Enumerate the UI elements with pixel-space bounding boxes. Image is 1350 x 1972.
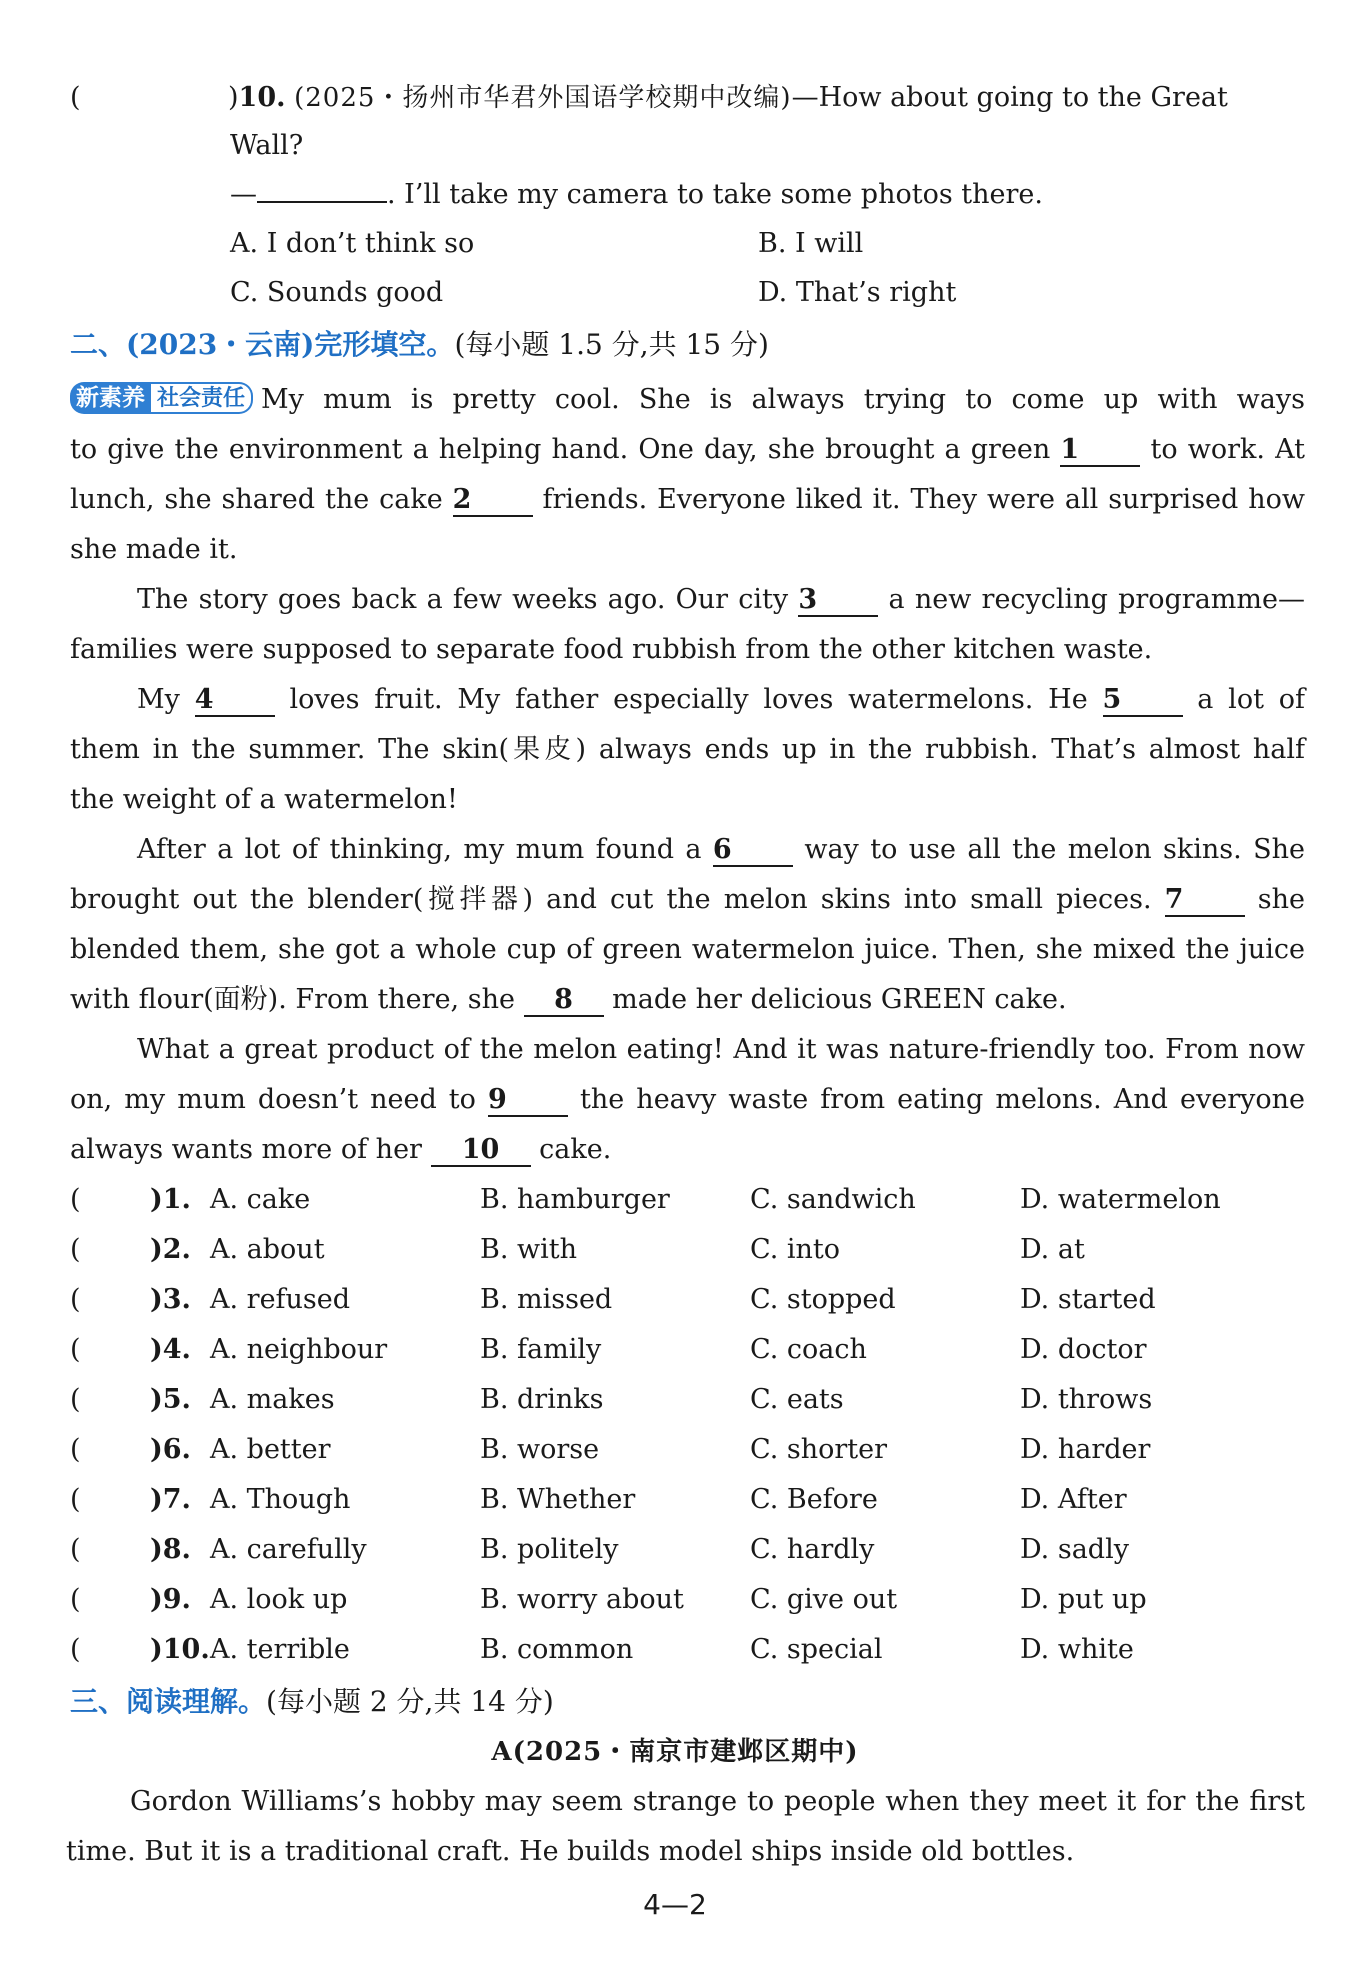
answer-blank[interactable] — [257, 201, 387, 203]
q10-option-b: B. I will — [758, 228, 864, 259]
blank-2[interactable]: 2 — [453, 485, 533, 517]
reading-line: Gordon Williams’s hobby may seem strange to people when they meet it for the first — [130, 1786, 1305, 1817]
passage-line: to give the environment a helping hand. One day, she brought a green 1 to work. At — [70, 434, 1305, 465]
option-d[interactable]: D. white — [1020, 1634, 1134, 1665]
question-source: (2025・扬州市华君外国语学校期中改编) — [294, 83, 792, 113]
option-a[interactable]: A. carefully — [210, 1534, 367, 1565]
option-c[interactable]: C. into — [750, 1234, 840, 1265]
blank-3[interactable]: 3 — [798, 585, 878, 617]
option-d[interactable]: D. watermelon — [1020, 1184, 1221, 1215]
passage-line: After a lot of thinking, my mum found a 6 way to use all the melon skins. She — [137, 834, 1305, 865]
option-c[interactable]: C. sandwich — [750, 1184, 916, 1215]
passage-line: brought out the blender(搅拌器) and cut the melon skins into small pieces. 7 she — [70, 884, 1305, 915]
blank-8[interactable]: 8 — [524, 985, 604, 1017]
q10-option-a: A. I don’t think so — [230, 228, 475, 259]
answer-paren-open: ( — [70, 82, 81, 113]
option-c[interactable]: C. Before — [750, 1484, 878, 1515]
passage-line: families were supposed to separate food rubbish from the other kitchen waste. — [70, 634, 1153, 665]
passage-line: the weight of a watermelon! — [70, 784, 458, 815]
reading-passage-title: A(2025・南京市建邺区期中) — [491, 1737, 859, 1767]
option-c[interactable]: C. hardly — [750, 1534, 875, 1565]
page-number: 4—2 — [643, 1888, 707, 1921]
q10-line2: Wall? — [230, 130, 304, 161]
option-b[interactable]: B. missed — [480, 1284, 613, 1315]
option-c[interactable]: C. shorter — [750, 1434, 888, 1465]
q10-line1 — [70, 73, 1305, 123]
option-a[interactable]: A. makes — [210, 1384, 335, 1415]
blank-4[interactable]: 4 — [195, 685, 275, 717]
option-c[interactable]: C. stopped — [750, 1284, 896, 1315]
option-a[interactable]: A. better — [210, 1434, 331, 1465]
option-b[interactable]: B. family — [480, 1334, 602, 1365]
blank-1[interactable]: 1 — [1060, 435, 1140, 467]
option-b[interactable]: B. with — [480, 1234, 577, 1265]
option-d[interactable]: D. started — [1020, 1284, 1156, 1315]
option-b[interactable]: B. hamburger — [480, 1184, 670, 1215]
passage-line: always wants more of her 10 cake. — [70, 1134, 612, 1165]
option-c[interactable]: C. special — [750, 1634, 883, 1665]
answer-dash: — — [230, 179, 257, 210]
question-number: 10. — [238, 82, 286, 113]
passage-line: The story goes back a few weeks ago. Our city 3 a new recycling programme— — [137, 584, 1305, 615]
reading-line: time. But it is a traditional craft. He builds model ships inside old bottles. — [66, 1836, 1075, 1867]
blank-6[interactable]: 6 — [713, 835, 793, 867]
option-b[interactable]: B. common — [480, 1634, 634, 1665]
option-d[interactable]: D. harder — [1020, 1434, 1151, 1465]
answer-paren-close: ) — [228, 82, 239, 113]
option-c[interactable]: C. eats — [750, 1384, 844, 1415]
new-literacy-tag: 新素养 — [70, 382, 151, 414]
answer-text: . I’ll take my camera to take some photos there. — [387, 179, 1043, 210]
passage-line: blended them, she got a whole cup of green watermelon juice. Then, she mixed the juice — [70, 934, 1305, 965]
social-responsibility-tag: 社会责任 — [151, 382, 253, 414]
blank-10[interactable]: 10 — [431, 1135, 531, 1167]
option-d[interactable]: D. doctor — [1020, 1334, 1147, 1365]
blank-9[interactable]: 9 — [488, 1085, 568, 1117]
passage-line: with flour(面粉). From there, she 8 made her delicious GREEN cake. — [70, 984, 1067, 1015]
passage-line: on, my mum doesn’t need to 9 the heavy waste from eating melons. And everyone — [70, 1084, 1305, 1115]
option-a[interactable]: A. refused — [210, 1284, 351, 1315]
passage-line: them in the summer. The skin(果皮) always ends up in the rubbish. That’s almost half — [70, 734, 1305, 765]
option-d[interactable]: D. After — [1020, 1484, 1127, 1515]
option-b[interactable]: B. worse — [480, 1434, 600, 1465]
blank-5[interactable]: 5 — [1103, 685, 1183, 717]
passage-line: 新素养 社会责任 My mum is pretty cool. She is always trying to come up with ways — [70, 375, 1305, 425]
question-text: —How about going to the Great — [791, 82, 1228, 113]
section-heading-reading: 三、阅读理解。(每小题 2 分,共 14 分) — [70, 1685, 554, 1718]
option-d[interactable]: D. put up — [1020, 1584, 1147, 1615]
option-a[interactable]: A. cake — [210, 1184, 311, 1215]
section-heading-cloze: 二、(2023・云南)完形填空。(每小题 1.5 分,共 15 分) — [70, 328, 769, 361]
q10-option-d: D. That’s right — [758, 277, 957, 308]
option-d[interactable]: D. sadly — [1020, 1534, 1129, 1565]
option-a[interactable]: A. about — [210, 1234, 325, 1265]
option-b[interactable]: B. Whether — [480, 1484, 636, 1515]
passage-line: she made it. — [70, 534, 238, 565]
q10-option-c: C. Sounds good — [230, 277, 444, 308]
option-a[interactable]: A. neighbour — [210, 1334, 388, 1365]
option-b[interactable]: B. worry about — [480, 1584, 684, 1615]
option-d[interactable]: D. at — [1020, 1234, 1085, 1265]
blank-7[interactable]: 7 — [1165, 885, 1245, 917]
option-b[interactable]: B. drinks — [480, 1384, 604, 1415]
q10-answer-line — [230, 170, 1305, 220]
option-a[interactable]: A. look up — [210, 1584, 348, 1615]
option-a[interactable]: A. Though — [210, 1484, 351, 1515]
option-d[interactable]: D. throws — [1020, 1384, 1153, 1415]
passage-line: What a great product of the melon eating! And it was nature-friendly too. From now — [137, 1034, 1305, 1065]
option-b[interactable]: B. politely — [480, 1534, 619, 1565]
option-a[interactable]: A. terrible — [210, 1634, 350, 1665]
passage-line: lunch, she shared the cake 2 friends. Everyone liked it. They were all surprised how — [70, 484, 1305, 515]
option-c[interactable]: C. coach — [750, 1334, 867, 1365]
worksheet-page: ( )10. (2025・扬州市华君外国语学校期中改编)—How about going to the Great Wall? — . I’ll take my camera to take some photos there. A. I don’t think so B. I will C. Sounds good D. That’s right 二、(2023・云南)完形填空。(每小题 1.5 分,共 15 分) 新素养 社会责任 My mum is pretty cool. She is always trying to come up with ways to give the environment a helping hand. One day, she brought a green 1 to work. At lunch, she shared the cake 2 friends. Everyone liked it. They were all surprised how she made it. The story goes back a few weeks ago. Our city 3 a new recycling programme— families were supposed to separate food rubbish from the other kitchen waste. My 4 loves fruit. My father especially loves watermelons. He 5 a lot of them in the summer. The skin(果皮) always ends up in the rubbish. That’s almost half the weight of a watermelon! After a lot of thinking, my mum found a 6 way to use all the melon skins. She brought out the blender(搅拌器) and cut the melon skins into small pieces. 7 she blended them, she got a whole cup of green watermelon juice. Then, she mixed the juice with flour(面粉). From there, she 8 made her delicious GREEN cake. What a great product of the melon eating! And it was nature-friendly too. From now on, my mum doesn’t need to 9 the heavy waste from eating melons. And everyone always wants more of her 10 cake. ( )1. A. cake B. hamburger C. sandwich D. watermelon ( )2. A. about B. with C. into D. at ( )3. A. refused B. missed C. stopped D. started ( )4. A. neighbour B. family C. coach D. doctor ( )5. A. makes B. drinks C. eats D. throws ( )6. A. better B. worse C. shorter D. harder ( )7. A. Though B. Whether C. Before D. After ( )8. A. carefully B. politely C. hardly D. sadly ( )9. A. look up B. worry about C. give out D. put up ( )10. A. terrible B. common C. special D. white 三、阅读理解。(每小题 2 分,共 14 分) A(2025・南京市建邺区期中) Gordon Williams’s hobby may seem strange to people when they meet it for the first time. But it is a traditional craft. He builds model ships inside old bottles. 4—2 — [0, 0, 1350, 1972]
passage-line: My 4 loves fruit. My father especially loves watermelons. He 5 a lot of — [137, 684, 1305, 715]
option-c[interactable]: C. give out — [750, 1584, 898, 1615]
